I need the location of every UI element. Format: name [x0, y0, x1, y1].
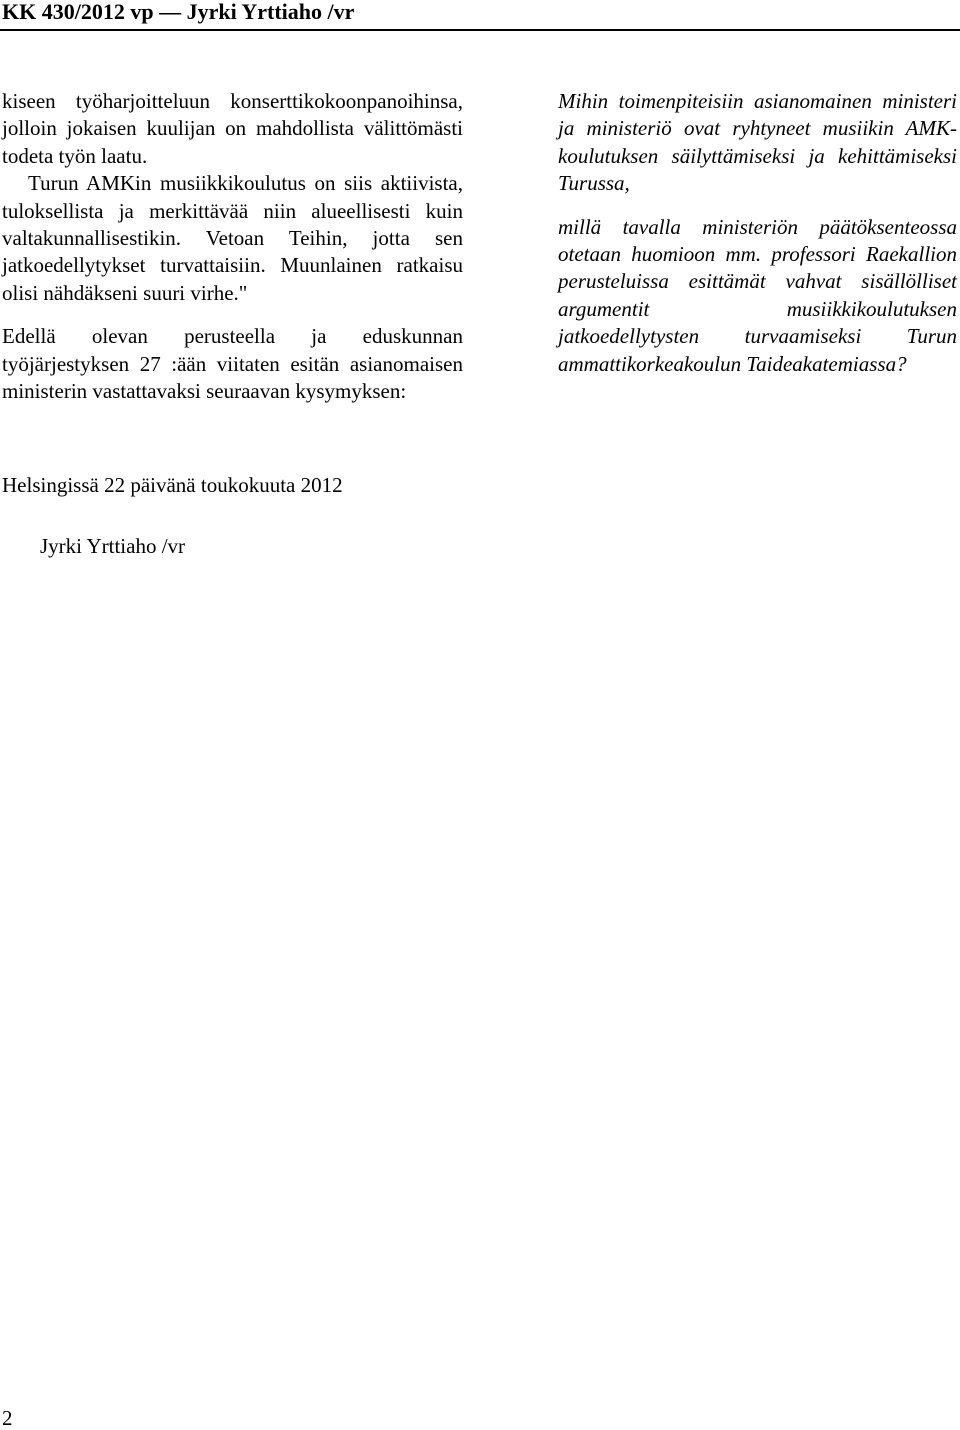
page-header: [0, 0, 960, 26]
left-column: [2, 88, 463, 405]
body-paragraph-2: Turun AMKin musiikkikoulutus on siis aktiivista, tuloksellista ja merkittävää niin alueellisesti kuin valtakunnallisestikin. Vetoan Teihin, jotta sen jatkoedellytykset turvattaisiin. Muunlainen ratkaisu olisi nähdäkseni suuri virhe.": [2, 171, 463, 305]
body-paragraph-1: kiseen työharjoitteluun konserttikokoonpanoihinsa, jolloin jokaisen kuulijan on mahdollista välittömästi todeta työn laatu.: [2, 89, 463, 168]
place-and-date: Helsingissä 22 päivänä toukokuuta 2012: [2, 473, 343, 497]
page-number: 2: [2, 1406, 13, 1430]
signature: Jyrki Yrttiaho /vr: [40, 534, 186, 558]
right-column: [558, 88, 957, 378]
document-title: KK 430/2012 vp — Jyrki Yrttiaho /vr: [2, 0, 355, 24]
question-1: Mihin toimenpiteisiin asianomainen ministeri ja ministeriö ovat ryhtyneet musiikin AMK-koulutuksen säilyttämiseksi ja kehittämiseksi Turussa,: [558, 89, 957, 196]
header-divider: [0, 29, 960, 31]
question-2: millä tavalla ministeriön päätöksenteossa otetaan huomioon mm. professori Raekallion perusteluissa esittämät vahvat sisällölliset argumentit musiikkikoulutuksen jatkoedellytysten turvaamiseksi Turun ammattikorkeakoulun Taideakatemiassa?: [558, 214, 957, 376]
body-paragraph-3: Edellä olevan perusteella ja eduskunnan työjärjestyksen 27 :ään viitaten esitän asianomaisen ministerin vastattavaksi seuraavan kysymyksen:: [2, 324, 463, 404]
